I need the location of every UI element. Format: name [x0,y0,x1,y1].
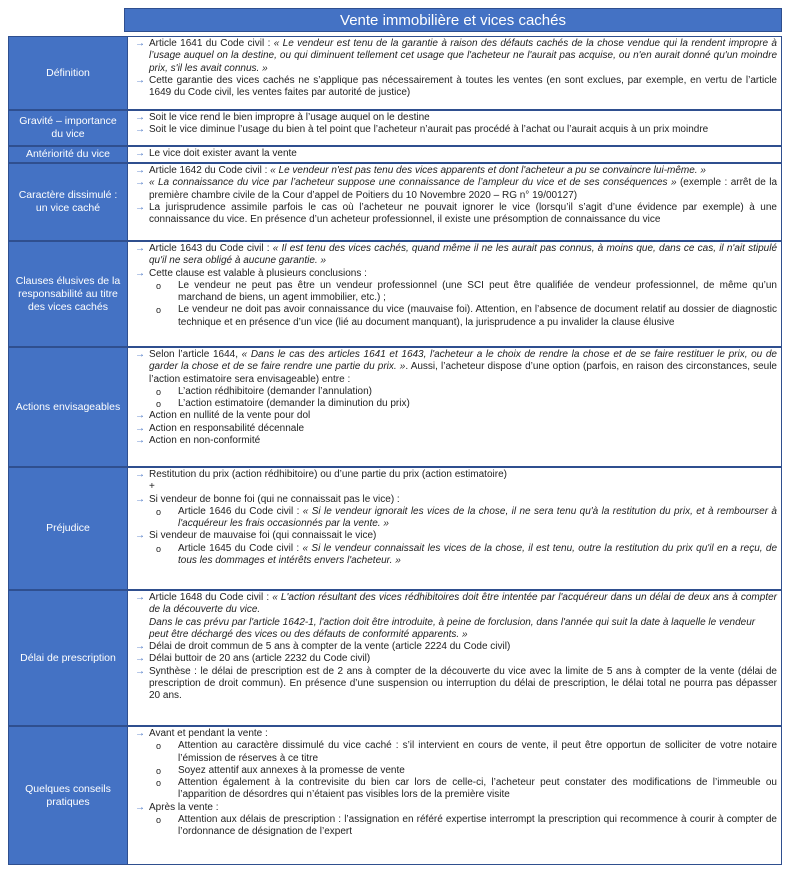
row-label: Clauses élusives de la responsabilité au titre des vices cachés [8,241,128,347]
arrow-bullet-icon: → [135,201,145,213]
text-segment: Synthèse : le délai de prescription est de 2 ans à compter de la découverte du vice avec la limite de 5 ans à compter de la vente (délai de prescription de droit commun). En présence d’une suspension ou interruption du délai de prescription, le délai total ne pourra pas dépasser 20 ans. [149,665,777,702]
text-segment: Article 1643 du Code civil : [149,243,273,254]
row-label: Antériorité du vice [8,146,128,163]
row-label: Caractère dissimulé : un vice caché [8,163,128,241]
page-title: Vente immobilière et vices cachés [124,8,782,32]
text-segment: La jurisprudence assimile parfois le cas où l’acheteur ne pouvait ignorer le vice (lorsqu’il s’agit d’une évidence par exemple) à une connaissance du vice. En présence d’un acheteur professionnel, il existe une présomption de connaissance du vice [149,201,777,226]
continuation-text [132,617,777,642]
text-segment: Article 1646 du Code civil : [178,505,303,517]
sub-bullet-item [132,740,777,765]
text-segment: Selon l’article 1644, [149,349,242,360]
row-label: Gravité – importance du vice [8,110,128,146]
text-segment: L’action rédhibitoire (demander l’annulation) [178,385,373,397]
table-row [4,163,782,241]
sub-bullet-item [132,280,777,305]
arrow-bullet-icon: → [135,801,145,813]
row-content [128,110,782,146]
circle-bullet-icon: o [156,765,162,776]
table-row [4,36,782,110]
table-row [4,467,782,590]
bullet-item [132,177,777,202]
text-segment: Après la vente : [149,801,219,813]
arrow-bullet-icon: → [135,112,145,123]
quoted-text: « L'action résultant des vices rédhibitoires doit être intentée par l'acquéreur dans un délai de deux ans à compter de la découverte du vice. [149,592,777,616]
bullet-item [132,641,777,653]
text-segment: + [149,481,155,493]
circle-bullet-icon: o [156,778,162,789]
text-segment: Si vendeur de mauvaise foi (qui connaissait le vice) [149,530,377,542]
arrow-bullet-icon: → [135,349,145,360]
table-row [4,110,782,146]
row-content [128,467,782,590]
sub-bullet-item [132,543,777,568]
text-segment: Soit le vice rend le bien impropre à l’usage auquel on le destine [149,112,430,123]
sub-bullet-item [132,304,777,329]
row-label: Définition [8,36,128,110]
arrow-bullet-icon: → [135,38,145,49]
text-segment: Action en non-conformité [149,435,261,447]
text-segment: (exemple : arrêt de la première chambre civile de la Cour d’appel de Poitiers du 10 Novembre 2020 – RG n° 19/00127) [149,177,778,201]
text-segment: Cette clause est valable à plusieurs conclusions : [149,267,367,279]
row-content [128,590,782,726]
text-segment: Restitution du prix (action rédhibitoire) ou d’une partie du prix (action estimatoire) [149,469,507,480]
table-row [4,241,782,347]
bullet-item [132,435,777,447]
text-segment: Cette garantie des vices cachés ne s’applique pas nécessairement à toutes les ventes (en sont exclues, par exemple, en vertu de l’article 1649 du Code civil, les ventes faites par autorité de justice) [149,74,777,99]
arrow-bullet-icon: → [135,530,145,542]
text-segment: Délai de droit commun de 5 ans à compter de la vente (article 2224 du Code civil) [149,641,511,653]
row-content [128,726,782,865]
table-row [4,726,782,865]
row-content [128,347,782,467]
circle-bullet-icon: o [156,399,162,410]
arrow-bullet-icon: → [135,177,145,189]
text-segment: Attention aux délais de prescription : l’assignation en référé expertise interrompt la prescription qui recommence à courir à compter de l’ordonnance de désignation de l’expert [178,814,777,838]
arrow-bullet-icon: → [135,493,145,505]
text-segment: Attention au caractère dissimulé du vice caché : s’il intervient en cours de vente, il peut être opportun de solliciter de votre notaire l’émission de réserves à ce titre [178,740,777,764]
arrow-bullet-icon: → [135,243,145,254]
text-segment: Avant et pendant la vente : [149,728,268,739]
continuation-text [132,481,777,493]
text-segment: Le vendeur ne peut pas être un vendeur professionnel (une SCI peut être qualifiée de vendeur professionnel, de même qu’un marchand de biens, un agent immobilier, etc.) ; [178,279,777,304]
row-label: Actions envisageables [8,347,128,467]
sub-bullet-item [132,386,777,398]
bullet-item [132,124,777,136]
quoted-text: « Dans le cas des articles 1641 et 1643, l'acheteur a le choix de rendre la chose et de se faire restituer le prix, ou de garder la chose et de se faire rendre une partie du prix. » [149,349,777,373]
quoted-text: « Le vendeur n'est pas tenu des vices apparents et dont l'acheteur a pu se convaincre lui-même. » [270,165,706,176]
row-content [128,36,782,110]
text-segment: Article 1641 du Code civil : [149,38,274,49]
arrow-bullet-icon: → [135,148,145,159]
quoted-text: Dans le cas prévu par l'article 1642-1, l'action doit être introduite, à peine de forclusion, dans l'année qui suit la date à laquelle le vendeur peut être déchargé des vices ou des défauts de conformité apparents. » [149,616,756,640]
text-segment: Si vendeur de bonne foi (qui ne connaissait pas le vice) : [149,493,400,505]
bullet-item [132,728,777,740]
quoted-text: « Si le vendeur ignorait les vices de la chose, il ne sera tenu qu'à la restitution du prix, et à rembourser à l'acquéreur les frais occasionnés par la vente. » [178,505,777,530]
sub-bullet-item [132,777,777,802]
bullet-item [132,666,777,703]
row-label: Délai de prescription [8,590,128,726]
arrow-bullet-icon: → [135,124,145,136]
quoted-text: « Le vendeur est tenu de la garantie à raison des défauts cachés de la chose vendue qui la rendent impropre à l’usage auquel on la destine, ou qui diminuent tellement cet usage que l'acheteur ne l'aurait pas acquise, ou n'en aurait donné qu'un moindre prix, s'il les avait connus. » [149,38,777,74]
bullet-item [132,243,777,268]
arrow-bullet-icon: → [135,435,145,447]
text-segment: Action en responsabilité décennale [149,422,305,434]
bullet-item [132,530,777,542]
text-segment: L’action estimatoire (demander la diminution du prix) [178,398,410,410]
arrow-bullet-icon: → [135,165,145,176]
text-segment: Délai buttoir de 20 ans (article 2232 du Code civil) [149,653,371,665]
bullet-item [132,148,777,160]
bullet-item [132,75,777,100]
text-segment: Soyez attentif aux annexes à la promesse de vente [178,764,405,776]
arrow-bullet-icon: → [135,592,145,603]
arrow-bullet-icon: → [135,74,145,86]
bullet-item [132,410,777,422]
circle-bullet-icon: o [156,280,162,291]
text-segment: Soit le vice diminue l’usage du bien à tel point que l’acheteur n’aurait pas procédé à l’achat ou l’aurait acquis à un prix moindre [149,124,709,136]
circle-bullet-icon: o [156,815,162,826]
text-segment: Attention également à la contrevisite du bien car lors de celle-ci, l’acheteur peut constater des modifications de l’immeuble ou l’apparition de désordres qui n’étaient pas visibles lors de la première visite [178,777,777,801]
row-content [128,241,782,347]
sub-bullet-item [132,765,777,777]
row-content [128,163,782,241]
sub-bullet-item [132,814,777,839]
row-label: Quelques conseils pratiques [8,726,128,865]
bullet-item [132,592,777,617]
text-segment: Action en nullité de la vente pour dol [149,410,311,422]
arrow-bullet-icon: → [135,665,145,677]
circle-bullet-icon: o [156,506,162,517]
table-row [4,146,782,163]
sub-bullet-item [132,506,777,531]
bullet-item [132,202,777,227]
bullet-item [132,423,777,435]
bullet-item [132,349,777,386]
circle-bullet-icon: o [156,305,162,316]
text-segment: Article 1648 du Code civil : [149,592,273,603]
bullet-item [132,268,777,280]
arrow-bullet-icon: → [135,728,145,739]
text-segment: Le vendeur ne doit pas avoir connaissance du vice (mauvaise foi). Attention, en l’absence de document relatif au dossier de diagnostic technique et en présence d’un vice (lié au document manquant), la jurisprudence a pu invalider la clause élusive [178,304,777,328]
quoted-text: « La connaissance du vice par l’acheteur suppose une connaissance de l’ampleur du vice et de ses conséquences » [149,177,677,189]
bullet-item [132,802,777,814]
arrow-bullet-icon: → [135,410,145,422]
circle-bullet-icon: o [156,741,162,752]
arrow-bullet-icon: → [135,641,145,653]
bullet-item [132,165,777,177]
circle-bullet-icon: o [156,386,162,397]
bullet-item [132,653,777,665]
text-segment: . Aussi, l’acheteur dispose d’une option (parfois, en raison des circonstances, seule l’action estimatoire sera envisageable) entre : [149,361,777,385]
circle-bullet-icon: o [156,543,162,554]
bullet-item [132,112,777,124]
arrow-bullet-icon: → [135,653,145,665]
sub-bullet-item [132,398,777,410]
table-row [4,347,782,467]
arrow-bullet-icon: → [135,267,145,279]
row-label: Préjudice [8,467,128,590]
quoted-text: « Si le vendeur connaissait les vices de la chose, il est tenu, outre la restitution du prix qu'il en a reçu, de tous les dommages et intérêts envers l'acheteur. » [178,542,778,567]
arrow-bullet-icon: → [135,469,145,480]
bullet-item [132,494,777,506]
row-content [128,146,782,163]
bullet-item [132,38,777,75]
bullet-item [132,469,777,481]
table-row [4,590,782,726]
text-segment: Article 1645 du Code civil : [178,542,303,554]
text-segment: Le vice doit exister avant la vente [149,148,297,159]
arrow-bullet-icon: → [135,422,145,434]
text-segment: Article 1642 du Code civil : [149,165,271,176]
quoted-text: « Il est tenu des vices cachés, quand même il ne les aurait pas connus, à moins que, dans ce cas, il n'ait stipulé qu'il ne sera obligé à aucune garantie. » [149,243,778,267]
